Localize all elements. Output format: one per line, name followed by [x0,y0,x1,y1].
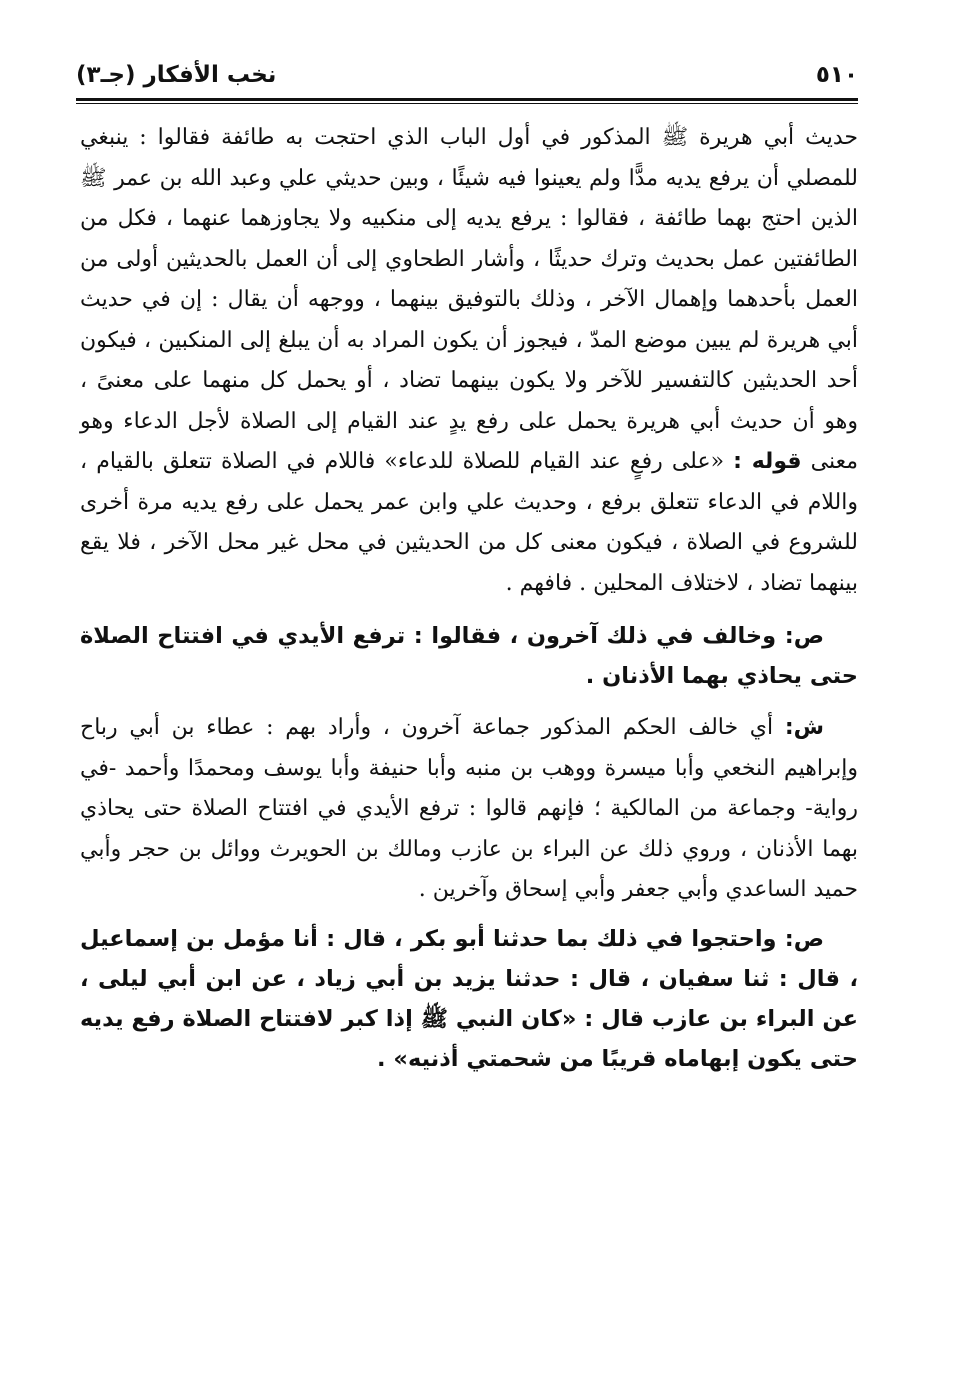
page-header [76,52,858,98]
header-rule-thin [76,103,858,104]
sad-marker: ص: [784,623,824,649]
body-text [80,118,858,1079]
commentary-paragraph [80,118,858,604]
matn-text-2: واحتجوا في ذلك بما حدثنا أبو بكر ، قال : أنا مؤمل بن إسماعيل ، قال : ثنا سفيان ، قال : حدثنا يزيد بن أبي زياد ، عن ابن أبي ليلى ، عن البراء بن عازب قال : «كان النبي ﷺ إذا كبر لافتتاح الصلاة رفع يديه حتى يكون إبهاماه قريبًا من شحمتي أذنيه» . [80,925,858,1072]
sharh-text: أي خالف الحكم المذكور جماعة آخرون ، وأراد بهم : عطاء بن أبي رباح وإبراهيم النخعي وأبا ميسرة ووهب بن منبه وأبا حنيفة وأبا يوسف ومحمدًا وأحمد -في رواية- وجماعة من المالكية ؛ فإنهم قالوا : ترفع الأيدي في افتتاح الصلاة حتى يحاذي بهما الأذنان ، وروي ذلك عن البراء بن عازب ومالك بن الحويرث ووائل بن حجر وأبي حميد الساعدي وأبي جعفر وأبي إسحاق وآخرين . [80,715,858,902]
page-number: ٥١٠ [815,62,858,88]
matn-paragraph [80,616,858,696]
quote-keyword: قوله : [733,449,802,474]
shin-marker: ش: [784,715,824,740]
matn-text: وخالف في ذلك آخرون ، فقالوا : ترفع الأيدي في افتتاح الصلاة حتى يحاذي بهما الأذنان . [80,623,858,689]
matn-paragraph-2 [80,919,858,1079]
header-rule [76,98,858,101]
sad-marker-2: ص: [784,925,824,952]
commentary-text-tail: «على رفعٍ عند القيام للصلاة للدعاء» فاللام في الصلاة تتعلق بالقيام ، واللام في الدعاء تتعلق برفع ، وحديث علي وابن عمر يحمل على رفع يديه مرة أخرى للشروع في الصلاة ، فيكون معنى كل من الحديثين في محل غير محل الآخر ، فلا يقع بينهما تضاد ، لاختلاف المحلين . فافهم . [80,449,858,596]
sharh-paragraph [80,708,858,911]
running-title: نخب الأفكار (جـ٣) [76,62,277,88]
commentary-text: حديث أبي هريرة ﷺ المذكور في أول الباب الذي احتجت به طائفة فقالوا : ينبغي للمصلي أن يرفع يديه مدًّا ولم يعينوا فيه شيئًا ، وبين حديثي علي وعبد الله بن عمر ﷺ الذين احتج بهما طائفة ، فقالوا : يرفع يديه إلى منكبيه ولا يجاوزهما عنهما ، فكل من الطائفتين عمل بحديث وترك حديثًا ، وأشار الطحاوي إلى أن العمل بالحديثين أولى من العمل بأحدهما وإهمال الآخر ، وذلك بالتوفيق بينهما ، ووجهه أن يقال : إن في حديث أبي هريرة لم يبين موضع المدّ ، فيجوز أن يكون المراد به أن يبلغ إلى المنكبين ، فيكون أحد الحديثين كالتفسير للآخر ولا يكون بينهما تضاد ، أو يحمل كل منهما على معنىً ، وهو أن حديث أبي هريرة يحمل على رفع يدٍ عند القيام إلى الصلاة لأجل الدعاء وهو معنى [80,125,859,474]
